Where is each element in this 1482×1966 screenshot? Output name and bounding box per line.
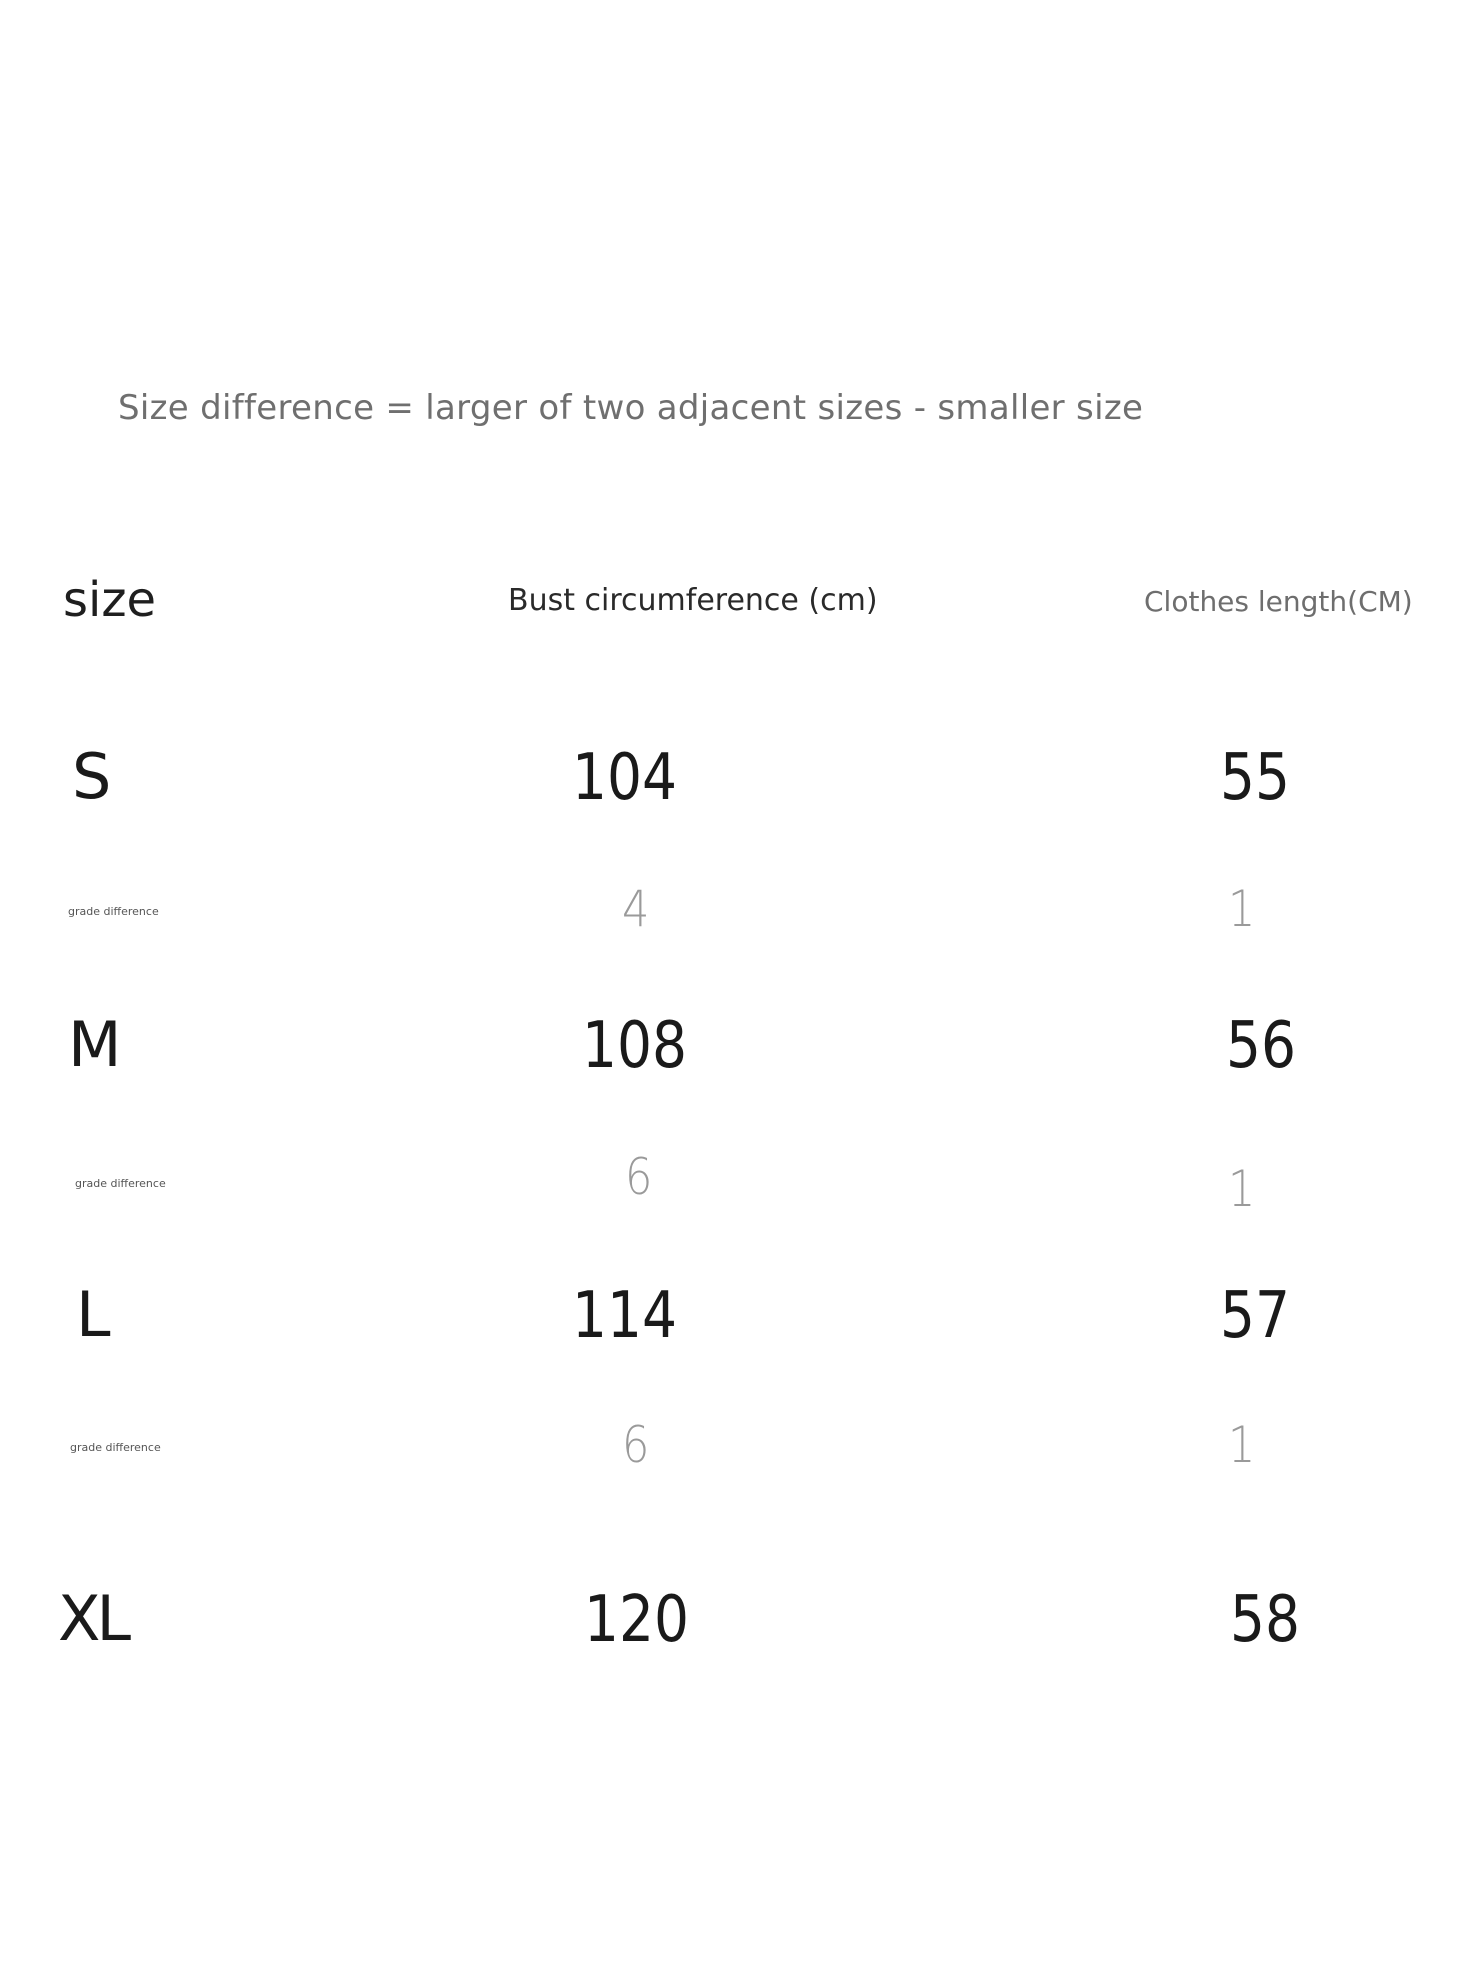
grade-difference-label: grade difference (68, 905, 159, 918)
size-difference-note: Size difference = larger of two adjacent sizes - smaller size (118, 388, 1144, 428)
size-label-s: S (72, 740, 112, 813)
length-grade-value: 1 (1228, 1416, 1256, 1474)
length-value-l: 57 (1220, 1279, 1291, 1353)
length-grade-value: 1 (1228, 880, 1256, 938)
size-label-xl: XL (58, 1582, 128, 1655)
bust-grade-value: 6 (625, 1148, 653, 1206)
bust-value-l: 114 (572, 1279, 678, 1353)
bust-value-s: 104 (572, 741, 678, 815)
bust-value-xl: 120 (584, 1583, 690, 1657)
length-column-header: Clothes length(CM) (1144, 585, 1413, 618)
size-column-header: size (63, 572, 157, 628)
grade-difference-label: grade difference (70, 1441, 161, 1454)
length-value-s: 55 (1220, 741, 1291, 815)
grade-difference-label: grade difference (75, 1177, 166, 1190)
bust-grade-value: 6 (622, 1416, 650, 1474)
size-label-l: L (76, 1278, 111, 1351)
size-label-m: M (68, 1008, 122, 1081)
bust-grade-value: 4 (622, 880, 650, 938)
length-value-m: 56 (1226, 1009, 1297, 1083)
length-value-xl: 58 (1230, 1583, 1301, 1657)
bust-column-header: Bust circumference (cm) (508, 583, 878, 618)
bust-value-m: 108 (582, 1009, 688, 1083)
length-grade-value: 1 (1228, 1160, 1256, 1218)
